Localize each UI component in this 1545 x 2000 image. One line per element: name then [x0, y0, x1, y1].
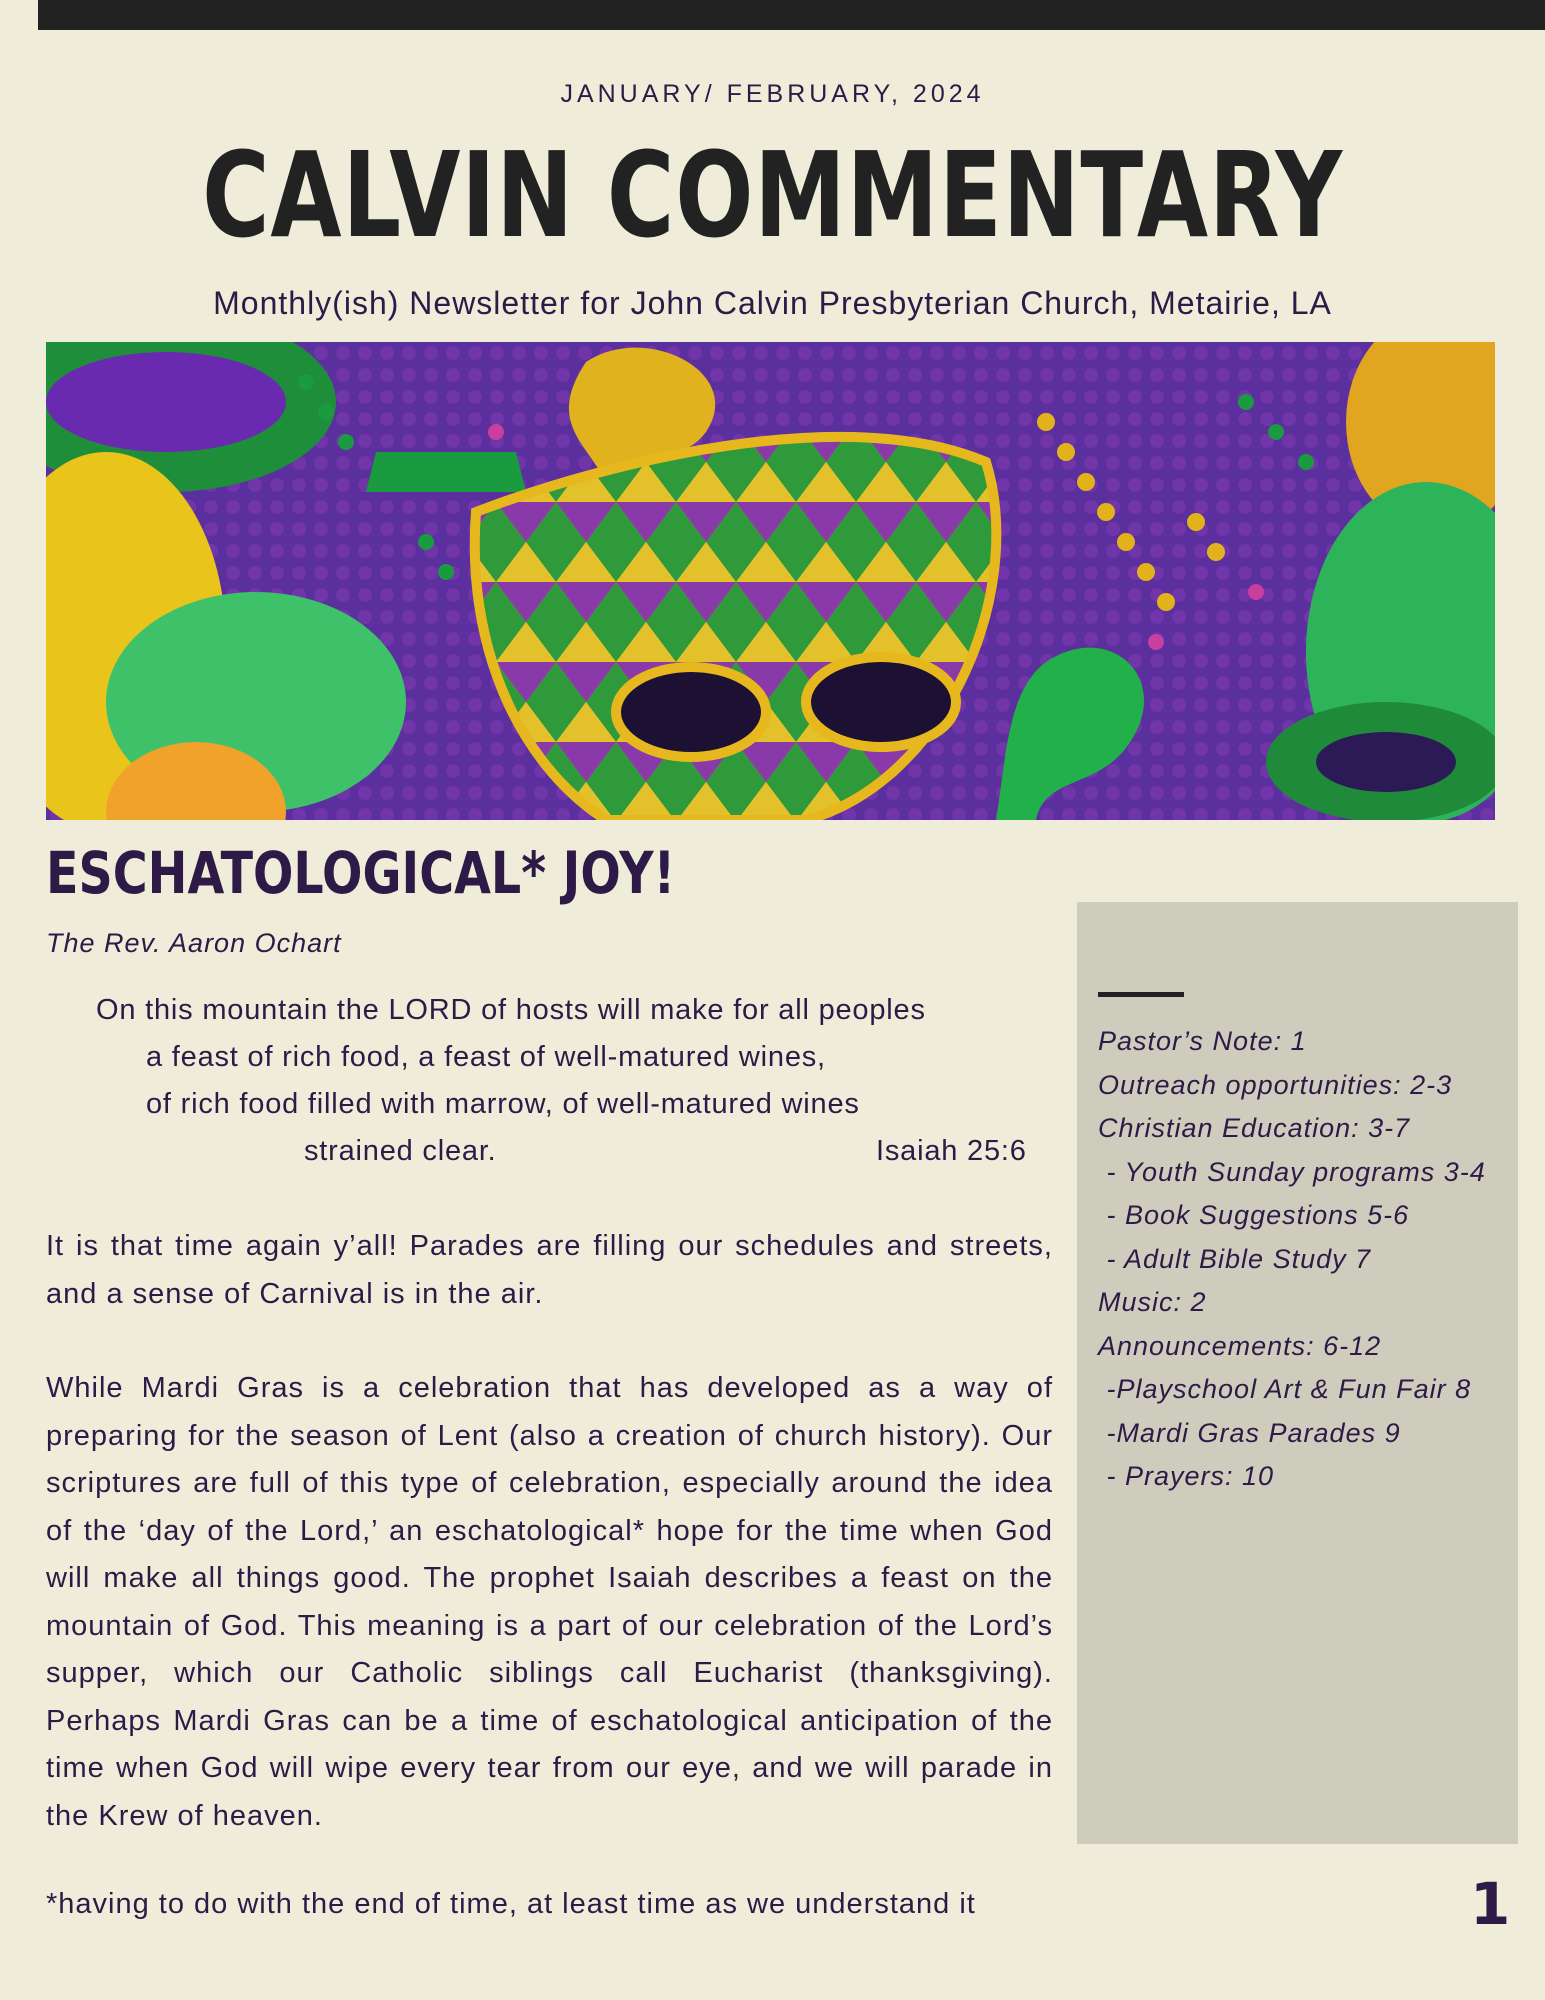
toc-item: Outreach opportunities: 2-3 [1098, 1069, 1453, 1100]
verse-line: of rich food filled with marrow, of well-matured wines [146, 1088, 860, 1120]
sidebar-rule [1098, 992, 1184, 997]
toc-item: Pastor’s Note: 1 [1098, 1026, 1307, 1056]
verse-line: On this mountain the LORD of hosts will make for all peoples [96, 994, 926, 1026]
contents-sidebar [1077, 902, 1518, 1844]
toc-item: - Book Suggestions 5-6 [1098, 1200, 1410, 1230]
page-number: 1 [1470, 1870, 1511, 1938]
article-paragraph: It is that time again y’all! Parades are filling our schedules and streets, and a sense of Carnival is in the air. [46, 1230, 1053, 1310]
verse-reference: Isaiah 25:6 [876, 1135, 1027, 1167]
toc-item: - Adult Bible Study 7 [1098, 1243, 1372, 1274]
article-byline: The Rev. Aaron Ochart [46, 928, 342, 958]
toc-item: Christian Education: 3-7 [1098, 1113, 1411, 1143]
footnote: *having to do with the end of time, at least time as we understand it [46, 1888, 976, 1920]
top-bar [38, 0, 1545, 30]
toc-item: Music: 2 [1098, 1287, 1207, 1317]
verse-line: a feast of rich food, a feast of well-matured wines, [146, 1041, 826, 1073]
verse-line: strained clear. [304, 1135, 497, 1167]
newsletter-title: CALVIN COMMENTARY [202, 126, 1343, 264]
toc-item: - Prayers: 10 [1098, 1461, 1275, 1491]
table-of-contents [1098, 1020, 1486, 1499]
toc-item: -Mardi Gras Parades 9 [1098, 1417, 1401, 1448]
article-paragraph: While Mardi Gras is a celebration that has developed as a way of preparing for the season of Lent (also a creation of church history). Our scriptures are full of this type of celebration, especially around the idea of the ‘day of the Lord,’ an eschatological* hope for the time when God will make all things good. The prophet Isaiah describes a feast on the mountain of God. This meaning is a part of our celebration of the Lord’s supper, which our Catholic siblings call Eucharist (thanksgiving). Perhaps Mardi Gras can be a time of eschatological anticipation of the time when God will wipe every tear from our eye, and we will parade in the Krew of heaven. [46, 1372, 1053, 1832]
article-title: ESCHATOLOGICAL* JOY! [46, 839, 676, 907]
mardi-gras-illustration [46, 342, 1495, 820]
newsletter-subtitle: Monthly(ish) Newsletter for John Calvin Presbyterian Church, Metairie, LA [213, 285, 1332, 321]
toc-item: - Youth Sunday programs 3-4 [1098, 1156, 1486, 1187]
toc-item: Announcements: 6-12 [1098, 1330, 1382, 1361]
toc-item: -Playschool Art & Fun Fair 8 [1098, 1374, 1472, 1404]
issue-date: JANUARY/ FEBRUARY, 2024 [560, 80, 985, 108]
mardi-gras-mask-photo [46, 342, 1495, 820]
